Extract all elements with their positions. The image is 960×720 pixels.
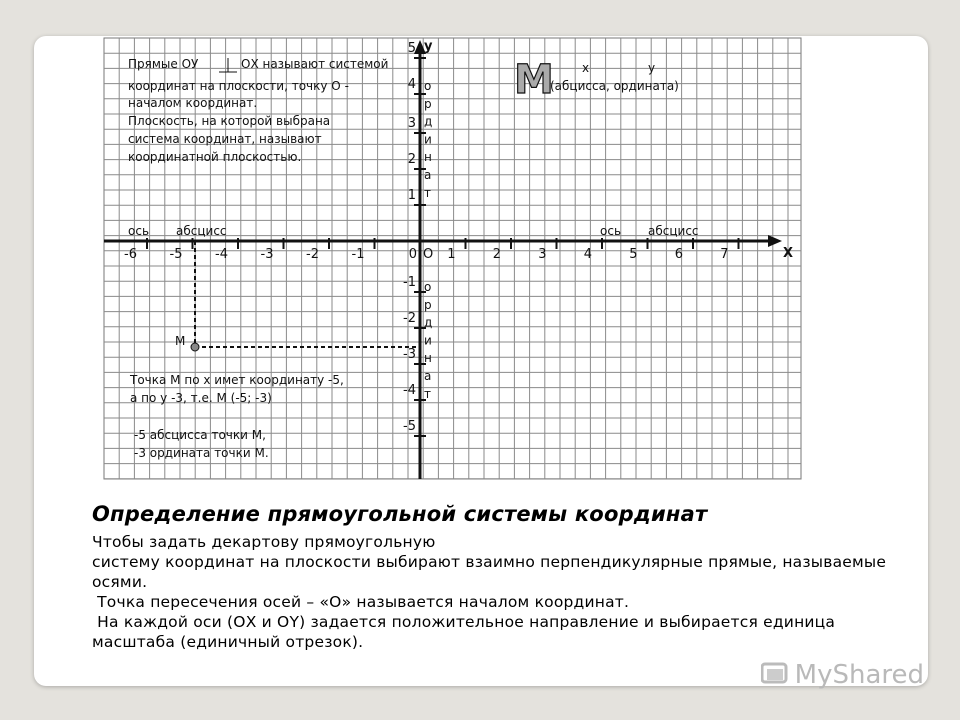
definition-paragraph: Чтобы задать декартову прямоугольную xyxy=(92,533,436,551)
watermark xyxy=(761,660,924,690)
y-tick-label: 1 xyxy=(407,188,416,203)
x-letter: х xyxy=(582,61,590,75)
x-tick-label: 7 xyxy=(720,247,729,262)
point-m-label: М xyxy=(175,334,186,348)
ordinate-letter: д xyxy=(424,114,433,129)
ordinate-letter: р xyxy=(424,297,432,312)
x-tick-label: -1 xyxy=(351,247,365,262)
example-line: Точка М по х имет координату -5, xyxy=(130,373,344,387)
big-m-label: М xyxy=(514,57,554,103)
y-tick-label: -4 xyxy=(403,383,416,398)
ordinate-letter: т xyxy=(424,386,431,401)
y-tick-label: -1 xyxy=(403,275,416,290)
y-tick-label: 2 xyxy=(407,152,416,167)
abscissa-caption-right xyxy=(600,224,699,238)
x-tick-label: -5 xyxy=(169,247,183,262)
ordinate-letter: и xyxy=(424,132,432,147)
intro-line: началом координат. xyxy=(128,96,258,110)
intro-line: Плоскость, на которой выбрана xyxy=(128,114,331,128)
point-format: (абцисса, ордината) xyxy=(550,79,679,93)
abscissa-word: абсцисс xyxy=(176,224,227,238)
origin-label: О xyxy=(423,247,434,262)
definition-paragraph: На каждой оси (ОХ и ОY) задается положительное направление и выбирается единица масштаба (единичный отрезок). xyxy=(92,613,841,651)
definition-paragraph: Точка пересечения осей – «О» называется началом координат. xyxy=(92,593,630,611)
y-tick-label: 5 xyxy=(407,41,416,56)
example-line: а по у -3, т.е. М (-5; -3) xyxy=(130,391,272,405)
y-tick-label: -2 xyxy=(403,311,416,326)
abscissa-caption-left xyxy=(128,224,227,238)
y-letter: у xyxy=(648,61,656,75)
y-tick-label: 4 xyxy=(407,77,416,92)
ordinate-caption-bottom xyxy=(424,280,432,401)
ordinate-letter: о xyxy=(424,79,432,93)
intro-line: Прямые ОУ xyxy=(128,57,199,71)
ordinate-letter: а xyxy=(424,168,432,182)
x-tick-label: -2 xyxy=(306,247,319,262)
x-tick-label: -4 xyxy=(215,247,228,262)
x-tick-label: 1 xyxy=(447,247,456,262)
intro-line: координатной плоскостью. xyxy=(128,150,302,164)
ordinate-letter: и xyxy=(424,333,432,348)
ordinate-letter: р xyxy=(424,96,432,111)
y-tick-label: -3 xyxy=(403,347,416,362)
x-axis-name: Х xyxy=(783,246,794,261)
x-tick-label: -3 xyxy=(260,247,274,262)
intro-line: координат на плоскости, точку О - xyxy=(128,79,349,93)
abscissa-word: ось xyxy=(128,224,150,238)
ordinate-letter: о xyxy=(424,280,432,294)
ordinate-letter: т xyxy=(424,185,431,200)
x-tick-label: 4 xyxy=(583,247,592,262)
x-tick-label: -6 xyxy=(124,247,137,262)
abscissa-word: абсцисс xyxy=(648,224,699,238)
definition-heading: Определение прямоугольной системы координат xyxy=(92,502,708,526)
x-tick-label: 0 xyxy=(408,247,417,262)
x-tick-label: 5 xyxy=(629,247,638,262)
point-m-dot xyxy=(191,343,199,351)
intro-line: ОХ называют системой xyxy=(241,57,389,71)
ordinate-letter: н xyxy=(424,351,432,366)
watermark-text: MyShared xyxy=(794,660,924,690)
definition-text xyxy=(92,502,912,652)
summary-line: -5 абсцисса точки М, xyxy=(134,428,266,442)
definition-paragraph: систему координат на плоскости выбирают взаимно перпендикулярные прямые, называемые осями. xyxy=(92,553,887,591)
x-tick-label: 3 xyxy=(538,247,547,262)
intro-line: система координат, называют xyxy=(128,132,322,146)
y-tick-label: -5 xyxy=(403,419,416,434)
summary-line: -3 ордината точки М. xyxy=(134,446,269,460)
myshared-logo-icon xyxy=(761,660,791,686)
x-tick-label: 2 xyxy=(492,247,501,262)
ordinate-caption-top xyxy=(424,79,432,200)
ordinate-letter: д xyxy=(424,315,433,330)
y-tick-label: 3 xyxy=(407,116,416,131)
abscissa-word: ось xyxy=(600,224,622,238)
ordinate-letter: а xyxy=(424,369,432,383)
x-tick-label: 6 xyxy=(674,247,683,262)
y-axis-name: у xyxy=(424,39,433,54)
ordinate-letter: н xyxy=(424,150,432,165)
